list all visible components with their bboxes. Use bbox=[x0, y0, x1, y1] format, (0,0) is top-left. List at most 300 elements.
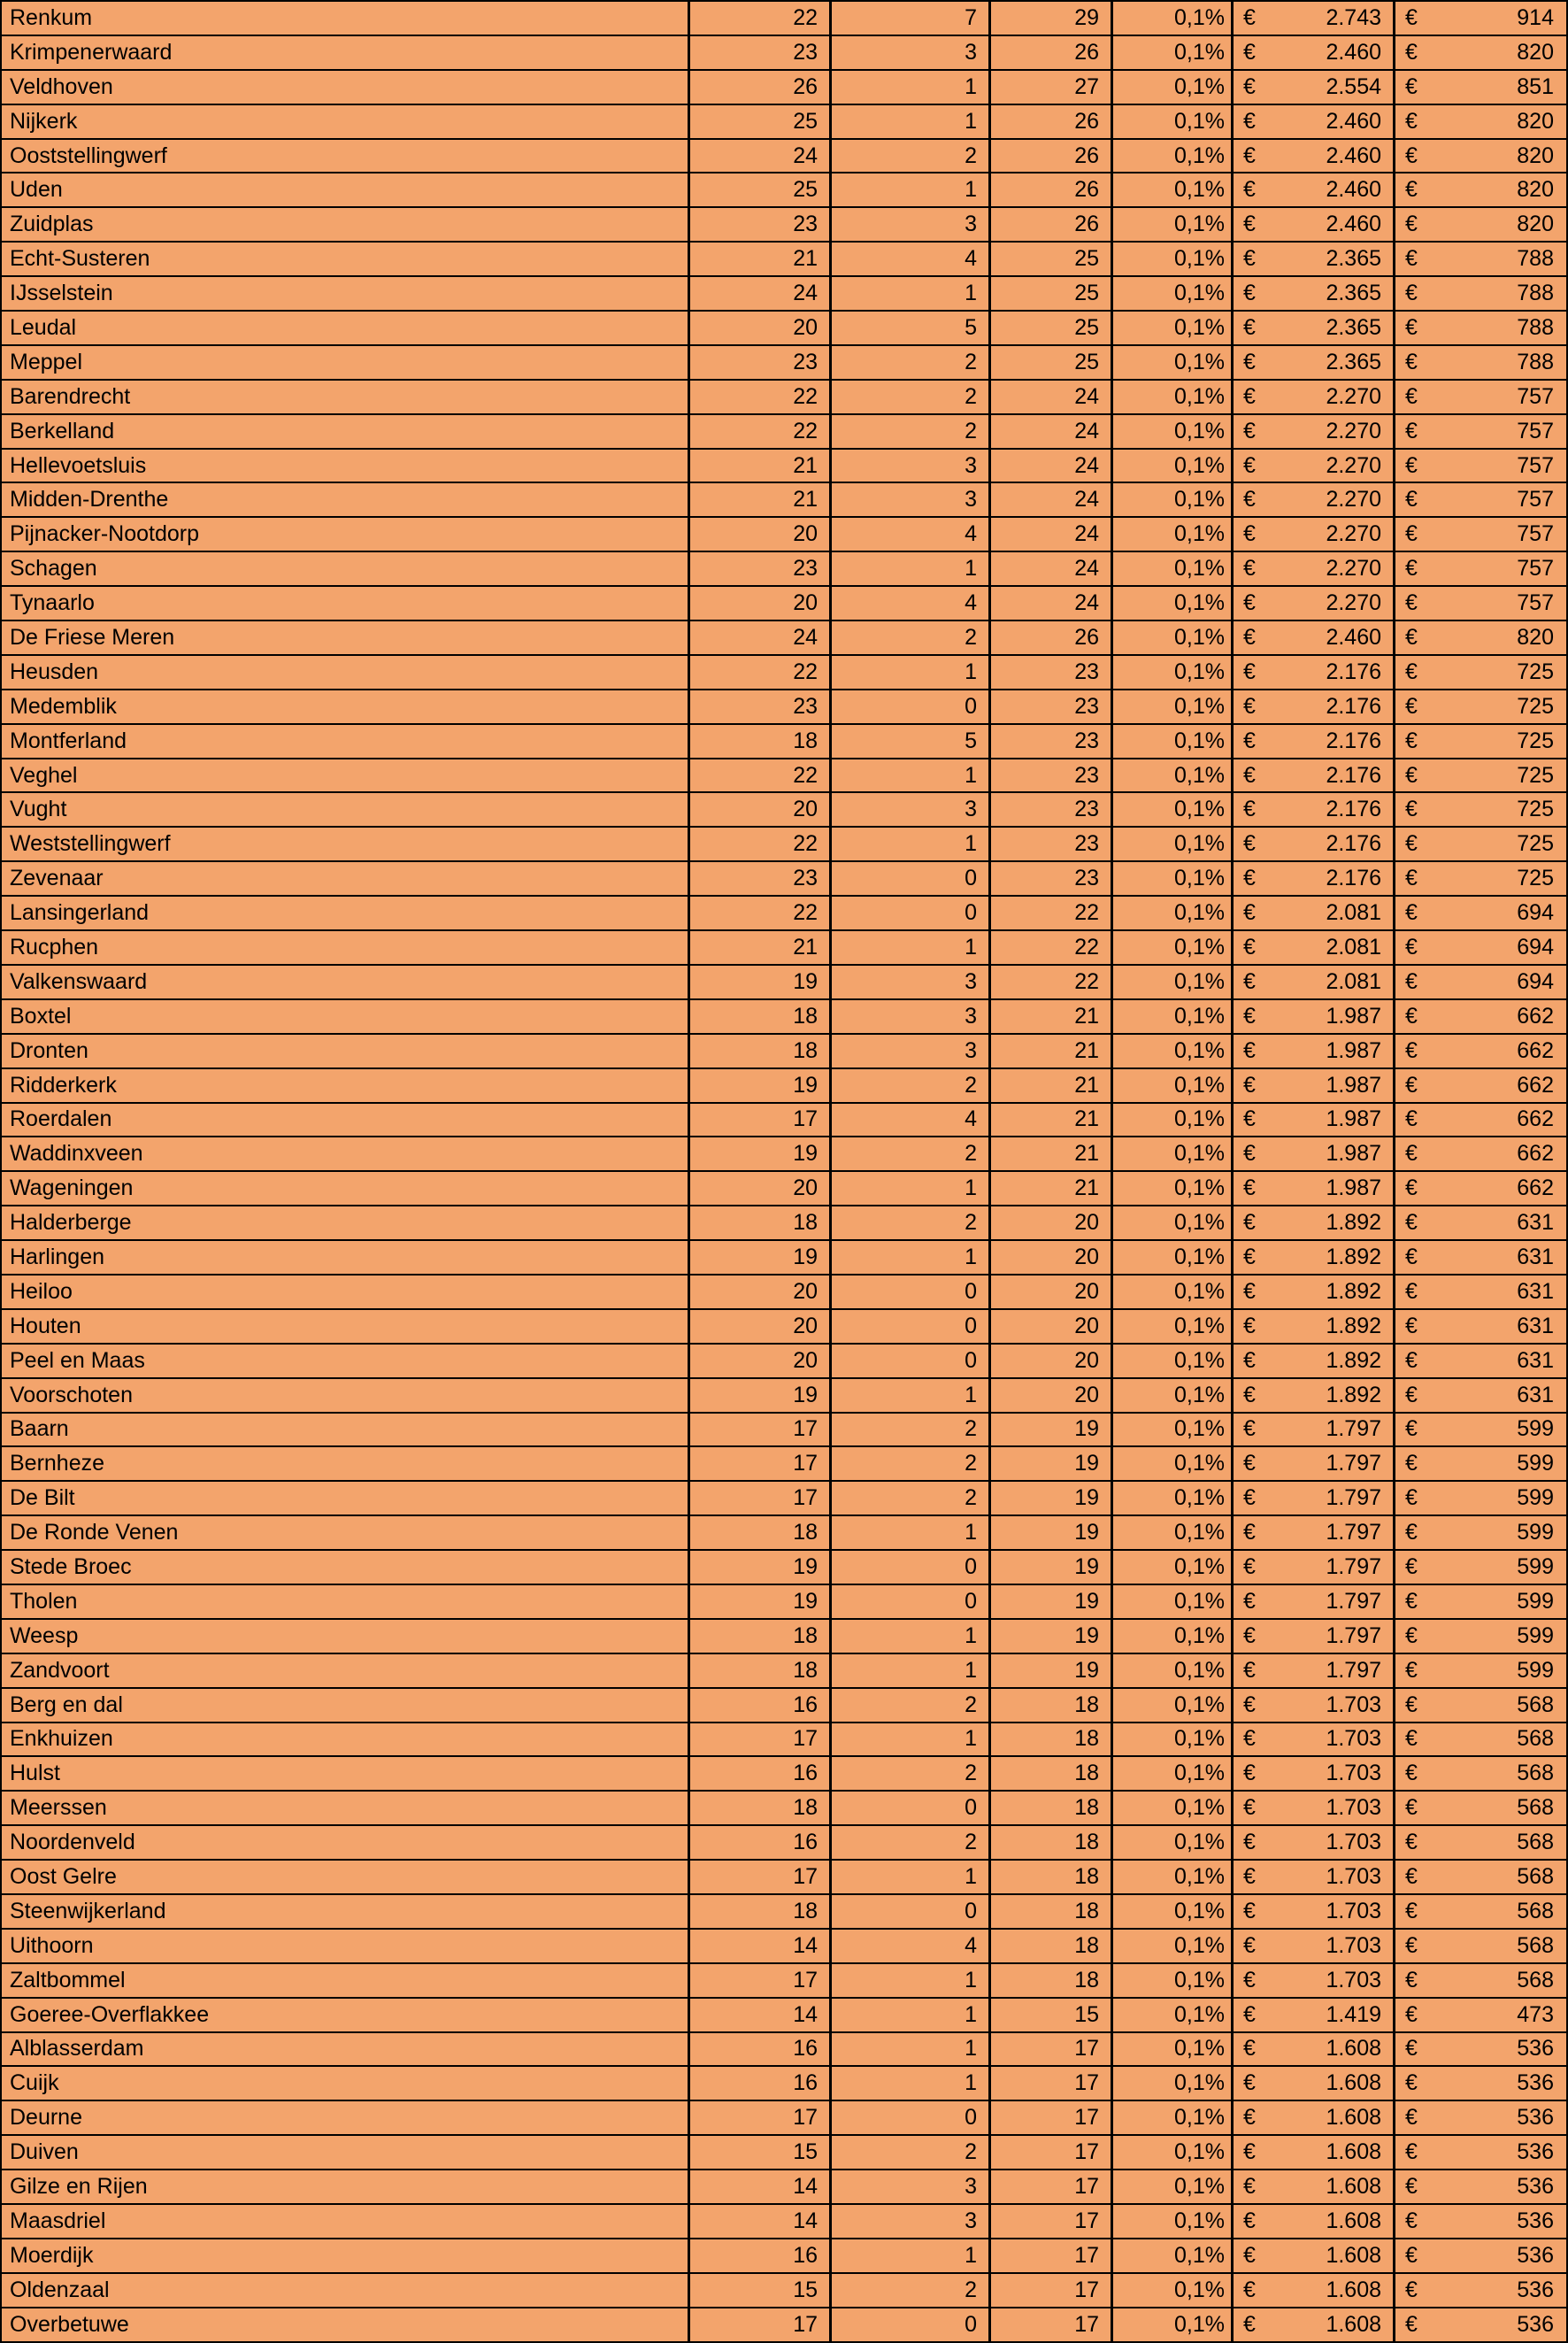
cell-amount-1[interactable] bbox=[1234, 1654, 1395, 1687]
cell-count-1[interactable]: 14 bbox=[690, 2170, 832, 2203]
cell-amount-2[interactable] bbox=[1395, 36, 1566, 69]
cell-percentage[interactable]: 0,1% bbox=[1113, 173, 1234, 206]
cell-amount-2[interactable] bbox=[1395, 2067, 1566, 2100]
cell-amount-2[interactable] bbox=[1395, 415, 1566, 448]
cell-count-total[interactable]: 18 bbox=[991, 1861, 1113, 1893]
cell-amount-1[interactable] bbox=[1234, 1826, 1395, 1859]
cell-municipality[interactable]: Bernheze bbox=[2, 1447, 690, 1480]
cell-count-2[interactable]: 2 bbox=[832, 346, 991, 379]
cell-count-2[interactable]: 1 bbox=[832, 71, 991, 104]
cell-amount-2[interactable] bbox=[1395, 1792, 1566, 1824]
cell-municipality[interactable]: Hellevoetsluis bbox=[2, 450, 690, 482]
cell-amount-1[interactable] bbox=[1234, 725, 1395, 758]
cell-count-2[interactable]: 2 bbox=[832, 140, 991, 173]
cell-percentage[interactable]: 0,1% bbox=[1113, 1241, 1234, 1274]
cell-count-1[interactable]: 18 bbox=[690, 1620, 832, 1653]
cell-count-1[interactable]: 16 bbox=[690, 2239, 832, 2272]
cell-amount-1[interactable] bbox=[1234, 450, 1395, 482]
cell-percentage[interactable]: 0,1% bbox=[1113, 346, 1234, 379]
cell-amount-2[interactable] bbox=[1395, 1689, 1566, 1722]
cell-count-2[interactable]: 3 bbox=[832, 1000, 991, 1033]
cell-count-2[interactable]: 0 bbox=[832, 1585, 991, 1618]
cell-amount-2[interactable] bbox=[1395, 793, 1566, 826]
cell-municipality[interactable]: Zaltbommel bbox=[2, 1964, 690, 1997]
cell-count-total[interactable]: 17 bbox=[991, 2101, 1113, 2134]
cell-municipality[interactable]: Roerdalen bbox=[2, 1104, 690, 1137]
cell-count-total[interactable]: 29 bbox=[991, 2, 1113, 35]
cell-amount-2[interactable] bbox=[1395, 1654, 1566, 1687]
cell-count-1[interactable]: 22 bbox=[690, 759, 832, 792]
cell-amount-1[interactable] bbox=[1234, 2239, 1395, 2272]
cell-count-total[interactable]: 24 bbox=[991, 483, 1113, 516]
cell-count-1[interactable]: 21 bbox=[690, 450, 832, 482]
cell-amount-1[interactable] bbox=[1234, 1757, 1395, 1790]
cell-amount-1[interactable] bbox=[1234, 2, 1395, 35]
cell-percentage[interactable]: 0,1% bbox=[1113, 1172, 1234, 1205]
cell-amount-2[interactable] bbox=[1395, 897, 1566, 929]
cell-amount-1[interactable] bbox=[1234, 140, 1395, 173]
cell-count-total[interactable]: 18 bbox=[991, 1895, 1113, 1928]
cell-amount-1[interactable] bbox=[1234, 1206, 1395, 1239]
cell-count-1[interactable]: 23 bbox=[690, 552, 832, 585]
cell-percentage[interactable]: 0,1% bbox=[1113, 518, 1234, 551]
cell-count-total[interactable]: 21 bbox=[991, 1069, 1113, 1102]
cell-count-total[interactable]: 21 bbox=[991, 1035, 1113, 1067]
cell-count-2[interactable]: 1 bbox=[832, 1723, 991, 1756]
cell-amount-1[interactable] bbox=[1234, 1482, 1395, 1514]
cell-count-total[interactable]: 17 bbox=[991, 2067, 1113, 2100]
cell-municipality[interactable]: Heusden bbox=[2, 656, 690, 689]
cell-percentage[interactable]: 0,1% bbox=[1113, 2205, 1234, 2238]
cell-percentage[interactable]: 0,1% bbox=[1113, 36, 1234, 69]
cell-amount-2[interactable] bbox=[1395, 518, 1566, 551]
cell-amount-2[interactable] bbox=[1395, 2101, 1566, 2134]
cell-count-2[interactable]: 1 bbox=[832, 105, 991, 138]
cell-municipality[interactable]: Maasdriel bbox=[2, 2205, 690, 2238]
cell-count-2[interactable]: 0 bbox=[832, 862, 991, 895]
cell-amount-2[interactable] bbox=[1395, 1757, 1566, 1790]
cell-amount-2[interactable] bbox=[1395, 552, 1566, 585]
cell-count-1[interactable]: 22 bbox=[690, 415, 832, 448]
cell-count-total[interactable]: 25 bbox=[991, 243, 1113, 275]
cell-amount-2[interactable] bbox=[1395, 2308, 1566, 2341]
cell-amount-2[interactable] bbox=[1395, 2274, 1566, 2307]
cell-count-1[interactable]: 18 bbox=[690, 1895, 832, 1928]
cell-count-total[interactable]: 18 bbox=[991, 1964, 1113, 1997]
cell-amount-1[interactable] bbox=[1234, 1895, 1395, 1928]
cell-amount-1[interactable] bbox=[1234, 552, 1395, 585]
cell-amount-2[interactable] bbox=[1395, 656, 1566, 689]
cell-municipality[interactable]: Valkenswaard bbox=[2, 966, 690, 998]
cell-municipality[interactable]: Alblasserdam bbox=[2, 2033, 690, 2066]
cell-count-2[interactable]: 2 bbox=[832, 415, 991, 448]
cell-count-total[interactable]: 25 bbox=[991, 312, 1113, 344]
cell-count-1[interactable]: 14 bbox=[690, 1930, 832, 1962]
cell-count-total[interactable]: 24 bbox=[991, 415, 1113, 448]
cell-count-total[interactable]: 26 bbox=[991, 140, 1113, 173]
cell-count-total[interactable]: 19 bbox=[991, 1447, 1113, 1480]
cell-amount-2[interactable] bbox=[1395, 1137, 1566, 1170]
cell-amount-2[interactable] bbox=[1395, 1104, 1566, 1137]
cell-amount-1[interactable] bbox=[1234, 1723, 1395, 1756]
cell-amount-1[interactable] bbox=[1234, 2067, 1395, 2100]
cell-amount-1[interactable] bbox=[1234, 346, 1395, 379]
cell-amount-1[interactable] bbox=[1234, 2033, 1395, 2066]
cell-percentage[interactable]: 0,1% bbox=[1113, 140, 1234, 173]
cell-amount-2[interactable] bbox=[1395, 2239, 1566, 2272]
cell-amount-1[interactable] bbox=[1234, 312, 1395, 344]
cell-count-total[interactable]: 17 bbox=[991, 2308, 1113, 2341]
cell-amount-1[interactable] bbox=[1234, 621, 1395, 654]
cell-percentage[interactable]: 0,1% bbox=[1113, 1069, 1234, 1102]
cell-municipality[interactable]: Leudal bbox=[2, 312, 690, 344]
cell-count-total[interactable]: 17 bbox=[991, 2033, 1113, 2066]
cell-municipality[interactable]: Echt-Susteren bbox=[2, 243, 690, 275]
cell-count-2[interactable]: 2 bbox=[832, 1137, 991, 1170]
cell-percentage[interactable]: 0,1% bbox=[1113, 1620, 1234, 1653]
cell-count-total[interactable]: 19 bbox=[991, 1551, 1113, 1584]
cell-count-1[interactable]: 15 bbox=[690, 2274, 832, 2307]
cell-amount-2[interactable] bbox=[1395, 2170, 1566, 2203]
cell-count-total[interactable]: 25 bbox=[991, 277, 1113, 310]
cell-amount-1[interactable] bbox=[1234, 1172, 1395, 1205]
cell-amount-2[interactable] bbox=[1395, 1585, 1566, 1618]
cell-municipality[interactable]: Berkelland bbox=[2, 415, 690, 448]
cell-percentage[interactable]: 0,1% bbox=[1113, 1861, 1234, 1893]
cell-municipality[interactable]: IJsselstein bbox=[2, 277, 690, 310]
cell-count-1[interactable]: 17 bbox=[690, 1414, 832, 1446]
cell-amount-1[interactable] bbox=[1234, 1379, 1395, 1412]
cell-amount-1[interactable] bbox=[1234, 71, 1395, 104]
cell-amount-1[interactable] bbox=[1234, 1137, 1395, 1170]
cell-count-1[interactable]: 23 bbox=[690, 208, 832, 241]
cell-count-2[interactable]: 1 bbox=[832, 1241, 991, 1274]
cell-municipality[interactable]: Deurne bbox=[2, 2101, 690, 2134]
cell-count-total[interactable]: 18 bbox=[991, 1689, 1113, 1722]
cell-count-2[interactable]: 1 bbox=[832, 173, 991, 206]
cell-municipality[interactable]: Berg en dal bbox=[2, 1689, 690, 1722]
cell-amount-1[interactable] bbox=[1234, 2136, 1395, 2169]
cell-municipality[interactable]: Barendrecht bbox=[2, 381, 690, 413]
cell-count-2[interactable]: 3 bbox=[832, 483, 991, 516]
cell-percentage[interactable]: 0,1% bbox=[1113, 450, 1234, 482]
cell-count-1[interactable]: 18 bbox=[690, 1654, 832, 1687]
cell-percentage[interactable]: 0,1% bbox=[1113, 759, 1234, 792]
cell-count-total[interactable]: 18 bbox=[991, 1792, 1113, 1824]
cell-amount-2[interactable] bbox=[1395, 1620, 1566, 1653]
cell-municipality[interactable]: Zuidplas bbox=[2, 208, 690, 241]
cell-count-total[interactable]: 20 bbox=[991, 1310, 1113, 1343]
cell-municipality[interactable]: De Ronde Venen bbox=[2, 1516, 690, 1549]
cell-amount-1[interactable] bbox=[1234, 1585, 1395, 1618]
cell-percentage[interactable]: 0,1% bbox=[1113, 381, 1234, 413]
cell-count-2[interactable]: 2 bbox=[832, 1482, 991, 1514]
cell-amount-2[interactable] bbox=[1395, 1172, 1566, 1205]
cell-percentage[interactable]: 0,1% bbox=[1113, 2274, 1234, 2307]
cell-count-1[interactable]: 19 bbox=[690, 1585, 832, 1618]
cell-percentage[interactable]: 0,1% bbox=[1113, 71, 1234, 104]
cell-count-1[interactable]: 21 bbox=[690, 483, 832, 516]
cell-percentage[interactable]: 0,1% bbox=[1113, 2308, 1234, 2341]
cell-percentage[interactable]: 0,1% bbox=[1113, 1345, 1234, 1377]
cell-percentage[interactable]: 0,1% bbox=[1113, 1310, 1234, 1343]
cell-count-total[interactable]: 22 bbox=[991, 966, 1113, 998]
cell-municipality[interactable]: Renkum bbox=[2, 2, 690, 35]
cell-municipality[interactable]: Pijnacker-Nootdorp bbox=[2, 518, 690, 551]
cell-amount-2[interactable] bbox=[1395, 1379, 1566, 1412]
cell-percentage[interactable]: 0,1% bbox=[1113, 966, 1234, 998]
cell-count-total[interactable]: 21 bbox=[991, 1000, 1113, 1033]
cell-municipality[interactable]: Meppel bbox=[2, 346, 690, 379]
cell-count-total[interactable]: 19 bbox=[991, 1654, 1113, 1687]
cell-municipality[interactable]: Harlingen bbox=[2, 1241, 690, 1274]
cell-percentage[interactable]: 0,1% bbox=[1113, 828, 1234, 860]
cell-count-2[interactable]: 2 bbox=[832, 621, 991, 654]
cell-municipality[interactable]: Houten bbox=[2, 1310, 690, 1343]
cell-municipality[interactable]: Veghel bbox=[2, 759, 690, 792]
cell-count-2[interactable]: 7 bbox=[832, 2, 991, 35]
cell-count-2[interactable]: 1 bbox=[832, 1516, 991, 1549]
cell-count-1[interactable]: 19 bbox=[690, 1379, 832, 1412]
cell-count-total[interactable]: 24 bbox=[991, 381, 1113, 413]
cell-count-2[interactable]: 2 bbox=[832, 1447, 991, 1480]
cell-count-1[interactable]: 16 bbox=[690, 2067, 832, 2100]
cell-percentage[interactable]: 0,1% bbox=[1113, 1826, 1234, 1859]
cell-amount-2[interactable] bbox=[1395, 1276, 1566, 1308]
cell-amount-2[interactable] bbox=[1395, 1414, 1566, 1446]
cell-amount-2[interactable] bbox=[1395, 2205, 1566, 2238]
cell-percentage[interactable]: 0,1% bbox=[1113, 862, 1234, 895]
cell-amount-1[interactable] bbox=[1234, 243, 1395, 275]
cell-municipality[interactable]: Tynaarlo bbox=[2, 587, 690, 620]
cell-percentage[interactable]: 0,1% bbox=[1113, 105, 1234, 138]
cell-count-1[interactable]: 19 bbox=[690, 1137, 832, 1170]
cell-percentage[interactable]: 0,1% bbox=[1113, 415, 1234, 448]
cell-count-1[interactable]: 18 bbox=[690, 1206, 832, 1239]
cell-count-2[interactable]: 4 bbox=[832, 1930, 991, 1962]
cell-amount-2[interactable] bbox=[1395, 587, 1566, 620]
cell-count-total[interactable]: 25 bbox=[991, 346, 1113, 379]
cell-amount-2[interactable] bbox=[1395, 243, 1566, 275]
cell-amount-2[interactable] bbox=[1395, 208, 1566, 241]
cell-amount-2[interactable] bbox=[1395, 1551, 1566, 1584]
cell-municipality[interactable]: Meerssen bbox=[2, 1792, 690, 1824]
cell-count-1[interactable]: 17 bbox=[690, 1482, 832, 1514]
cell-percentage[interactable]: 0,1% bbox=[1113, 1792, 1234, 1824]
cell-count-total[interactable]: 21 bbox=[991, 1137, 1113, 1170]
cell-amount-1[interactable] bbox=[1234, 1999, 1395, 2031]
cell-percentage[interactable]: 0,1% bbox=[1113, 277, 1234, 310]
cell-count-total[interactable]: 17 bbox=[991, 2205, 1113, 2238]
cell-count-1[interactable]: 25 bbox=[690, 173, 832, 206]
cell-count-1[interactable]: 19 bbox=[690, 1069, 832, 1102]
cell-municipality[interactable]: Goeree-Overflakkee bbox=[2, 1999, 690, 2031]
cell-municipality[interactable]: Overbetuwe bbox=[2, 2308, 690, 2341]
cell-amount-2[interactable] bbox=[1395, 725, 1566, 758]
cell-count-1[interactable]: 17 bbox=[690, 1447, 832, 1480]
cell-percentage[interactable]: 0,1% bbox=[1113, 1895, 1234, 1928]
cell-amount-2[interactable] bbox=[1395, 621, 1566, 654]
cell-count-total[interactable]: 17 bbox=[991, 2239, 1113, 2272]
cell-amount-1[interactable] bbox=[1234, 1551, 1395, 1584]
cell-count-2[interactable]: 2 bbox=[832, 1069, 991, 1102]
cell-count-total[interactable]: 17 bbox=[991, 2136, 1113, 2169]
cell-count-1[interactable]: 22 bbox=[690, 381, 832, 413]
cell-amount-1[interactable] bbox=[1234, 1447, 1395, 1480]
cell-count-total[interactable]: 19 bbox=[991, 1414, 1113, 1446]
cell-amount-1[interactable] bbox=[1234, 415, 1395, 448]
cell-count-2[interactable]: 3 bbox=[832, 2170, 991, 2203]
cell-count-1[interactable]: 23 bbox=[690, 36, 832, 69]
cell-amount-1[interactable] bbox=[1234, 1310, 1395, 1343]
cell-count-2[interactable]: 2 bbox=[832, 1206, 991, 1239]
cell-municipality[interactable]: Wageningen bbox=[2, 1172, 690, 1205]
cell-municipality[interactable]: Noordenveld bbox=[2, 1826, 690, 1859]
cell-percentage[interactable]: 0,1% bbox=[1113, 1276, 1234, 1308]
cell-municipality[interactable]: Hulst bbox=[2, 1757, 690, 1790]
cell-percentage[interactable]: 0,1% bbox=[1113, 1104, 1234, 1137]
cell-municipality[interactable]: Rucphen bbox=[2, 931, 690, 964]
cell-amount-2[interactable] bbox=[1395, 1206, 1566, 1239]
cell-municipality[interactable]: Uden bbox=[2, 173, 690, 206]
cell-count-total[interactable]: 23 bbox=[991, 656, 1113, 689]
cell-municipality[interactable]: Stede Broec bbox=[2, 1551, 690, 1584]
cell-count-total[interactable]: 20 bbox=[991, 1345, 1113, 1377]
cell-amount-1[interactable] bbox=[1234, 587, 1395, 620]
cell-percentage[interactable]: 0,1% bbox=[1113, 1206, 1234, 1239]
cell-count-1[interactable]: 22 bbox=[690, 656, 832, 689]
cell-count-1[interactable]: 16 bbox=[690, 1689, 832, 1722]
cell-count-total[interactable]: 23 bbox=[991, 862, 1113, 895]
cell-count-2[interactable]: 1 bbox=[832, 1999, 991, 2031]
cell-count-1[interactable]: 18 bbox=[690, 1516, 832, 1549]
cell-amount-2[interactable] bbox=[1395, 1930, 1566, 1962]
cell-count-total[interactable]: 22 bbox=[991, 897, 1113, 929]
cell-percentage[interactable]: 0,1% bbox=[1113, 1516, 1234, 1549]
cell-count-total[interactable]: 18 bbox=[991, 1930, 1113, 1962]
cell-count-total[interactable]: 23 bbox=[991, 690, 1113, 723]
cell-percentage[interactable]: 0,1% bbox=[1113, 1585, 1234, 1618]
cell-amount-2[interactable] bbox=[1395, 828, 1566, 860]
cell-municipality[interactable]: Halderberge bbox=[2, 1206, 690, 1239]
cell-municipality[interactable]: Weesp bbox=[2, 1620, 690, 1653]
cell-amount-1[interactable] bbox=[1234, 1000, 1395, 1033]
cell-count-1[interactable]: 22 bbox=[690, 897, 832, 929]
cell-percentage[interactable]: 0,1% bbox=[1113, 1723, 1234, 1756]
cell-municipality[interactable]: Oldenzaal bbox=[2, 2274, 690, 2307]
cell-count-total[interactable]: 19 bbox=[991, 1585, 1113, 1618]
cell-amount-1[interactable] bbox=[1234, 1276, 1395, 1308]
cell-municipality[interactable]: Zandvoort bbox=[2, 1654, 690, 1687]
cell-count-total[interactable]: 24 bbox=[991, 552, 1113, 585]
cell-percentage[interactable]: 0,1% bbox=[1113, 587, 1234, 620]
cell-count-2[interactable]: 1 bbox=[832, 656, 991, 689]
cell-amount-2[interactable] bbox=[1395, 1069, 1566, 1102]
cell-count-1[interactable]: 20 bbox=[690, 1345, 832, 1377]
cell-count-total[interactable]: 19 bbox=[991, 1516, 1113, 1549]
cell-count-total[interactable]: 23 bbox=[991, 759, 1113, 792]
cell-amount-1[interactable] bbox=[1234, 690, 1395, 723]
cell-amount-1[interactable] bbox=[1234, 759, 1395, 792]
cell-count-2[interactable]: 2 bbox=[832, 1757, 991, 1790]
cell-percentage[interactable]: 0,1% bbox=[1113, 931, 1234, 964]
cell-count-1[interactable]: 17 bbox=[690, 2308, 832, 2341]
cell-percentage[interactable]: 0,1% bbox=[1113, 1414, 1234, 1446]
cell-percentage[interactable]: 0,1% bbox=[1113, 1551, 1234, 1584]
cell-count-1[interactable]: 17 bbox=[690, 1964, 832, 1997]
cell-count-total[interactable]: 20 bbox=[991, 1276, 1113, 1308]
cell-amount-1[interactable] bbox=[1234, 793, 1395, 826]
cell-amount-2[interactable] bbox=[1395, 1345, 1566, 1377]
cell-municipality[interactable]: Tholen bbox=[2, 1585, 690, 1618]
cell-amount-2[interactable] bbox=[1395, 105, 1566, 138]
cell-amount-1[interactable] bbox=[1234, 2205, 1395, 2238]
cell-municipality[interactable]: Montferland bbox=[2, 725, 690, 758]
cell-count-1[interactable]: 15 bbox=[690, 2136, 832, 2169]
cell-amount-1[interactable] bbox=[1234, 1930, 1395, 1962]
cell-amount-1[interactable] bbox=[1234, 828, 1395, 860]
cell-count-2[interactable]: 1 bbox=[832, 1379, 991, 1412]
cell-count-2[interactable]: 1 bbox=[832, 2067, 991, 2100]
cell-count-1[interactable]: 20 bbox=[690, 1172, 832, 1205]
cell-percentage[interactable]: 0,1% bbox=[1113, 2239, 1234, 2272]
cell-amount-2[interactable] bbox=[1395, 483, 1566, 516]
cell-count-1[interactable]: 24 bbox=[690, 621, 832, 654]
cell-amount-2[interactable] bbox=[1395, 1035, 1566, 1067]
cell-count-2[interactable]: 1 bbox=[832, 828, 991, 860]
cell-percentage[interactable]: 0,1% bbox=[1113, 2136, 1234, 2169]
cell-percentage[interactable]: 0,1% bbox=[1113, 656, 1234, 689]
cell-municipality[interactable]: Waddinxveen bbox=[2, 1137, 690, 1170]
cell-amount-2[interactable] bbox=[1395, 312, 1566, 344]
cell-amount-1[interactable] bbox=[1234, 483, 1395, 516]
cell-municipality[interactable]: Ooststellingwerf bbox=[2, 140, 690, 173]
cell-count-total[interactable]: 20 bbox=[991, 1206, 1113, 1239]
cell-count-2[interactable]: 1 bbox=[832, 552, 991, 585]
cell-municipality[interactable]: Peel en Maas bbox=[2, 1345, 690, 1377]
cell-amount-2[interactable] bbox=[1395, 1000, 1566, 1033]
cell-count-2[interactable]: 0 bbox=[832, 1792, 991, 1824]
cell-amount-1[interactable] bbox=[1234, 1345, 1395, 1377]
cell-percentage[interactable]: 0,1% bbox=[1113, 1379, 1234, 1412]
cell-count-1[interactable]: 18 bbox=[690, 725, 832, 758]
cell-count-1[interactable]: 19 bbox=[690, 1241, 832, 1274]
cell-municipality[interactable]: Midden-Drenthe bbox=[2, 483, 690, 516]
cell-count-total[interactable]: 26 bbox=[991, 621, 1113, 654]
cell-percentage[interactable]: 0,1% bbox=[1113, 1035, 1234, 1067]
cell-amount-2[interactable] bbox=[1395, 71, 1566, 104]
cell-count-2[interactable]: 0 bbox=[832, 1276, 991, 1308]
cell-count-total[interactable]: 21 bbox=[991, 1104, 1113, 1137]
cell-count-1[interactable]: 17 bbox=[690, 1723, 832, 1756]
cell-count-2[interactable]: 2 bbox=[832, 1414, 991, 1446]
cell-count-total[interactable]: 17 bbox=[991, 2170, 1113, 2203]
cell-amount-1[interactable] bbox=[1234, 1689, 1395, 1722]
cell-amount-2[interactable] bbox=[1395, 1826, 1566, 1859]
cell-count-1[interactable]: 23 bbox=[690, 862, 832, 895]
cell-amount-2[interactable] bbox=[1395, 381, 1566, 413]
cell-amount-1[interactable] bbox=[1234, 518, 1395, 551]
cell-count-1[interactable]: 25 bbox=[690, 105, 832, 138]
cell-count-total[interactable]: 26 bbox=[991, 173, 1113, 206]
cell-count-2[interactable]: 5 bbox=[832, 725, 991, 758]
cell-amount-1[interactable] bbox=[1234, 208, 1395, 241]
cell-amount-1[interactable] bbox=[1234, 173, 1395, 206]
cell-municipality[interactable]: Medemblik bbox=[2, 690, 690, 723]
cell-count-2[interactable]: 0 bbox=[832, 1345, 991, 1377]
cell-municipality[interactable]: Heiloo bbox=[2, 1276, 690, 1308]
cell-count-2[interactable]: 1 bbox=[832, 1654, 991, 1687]
